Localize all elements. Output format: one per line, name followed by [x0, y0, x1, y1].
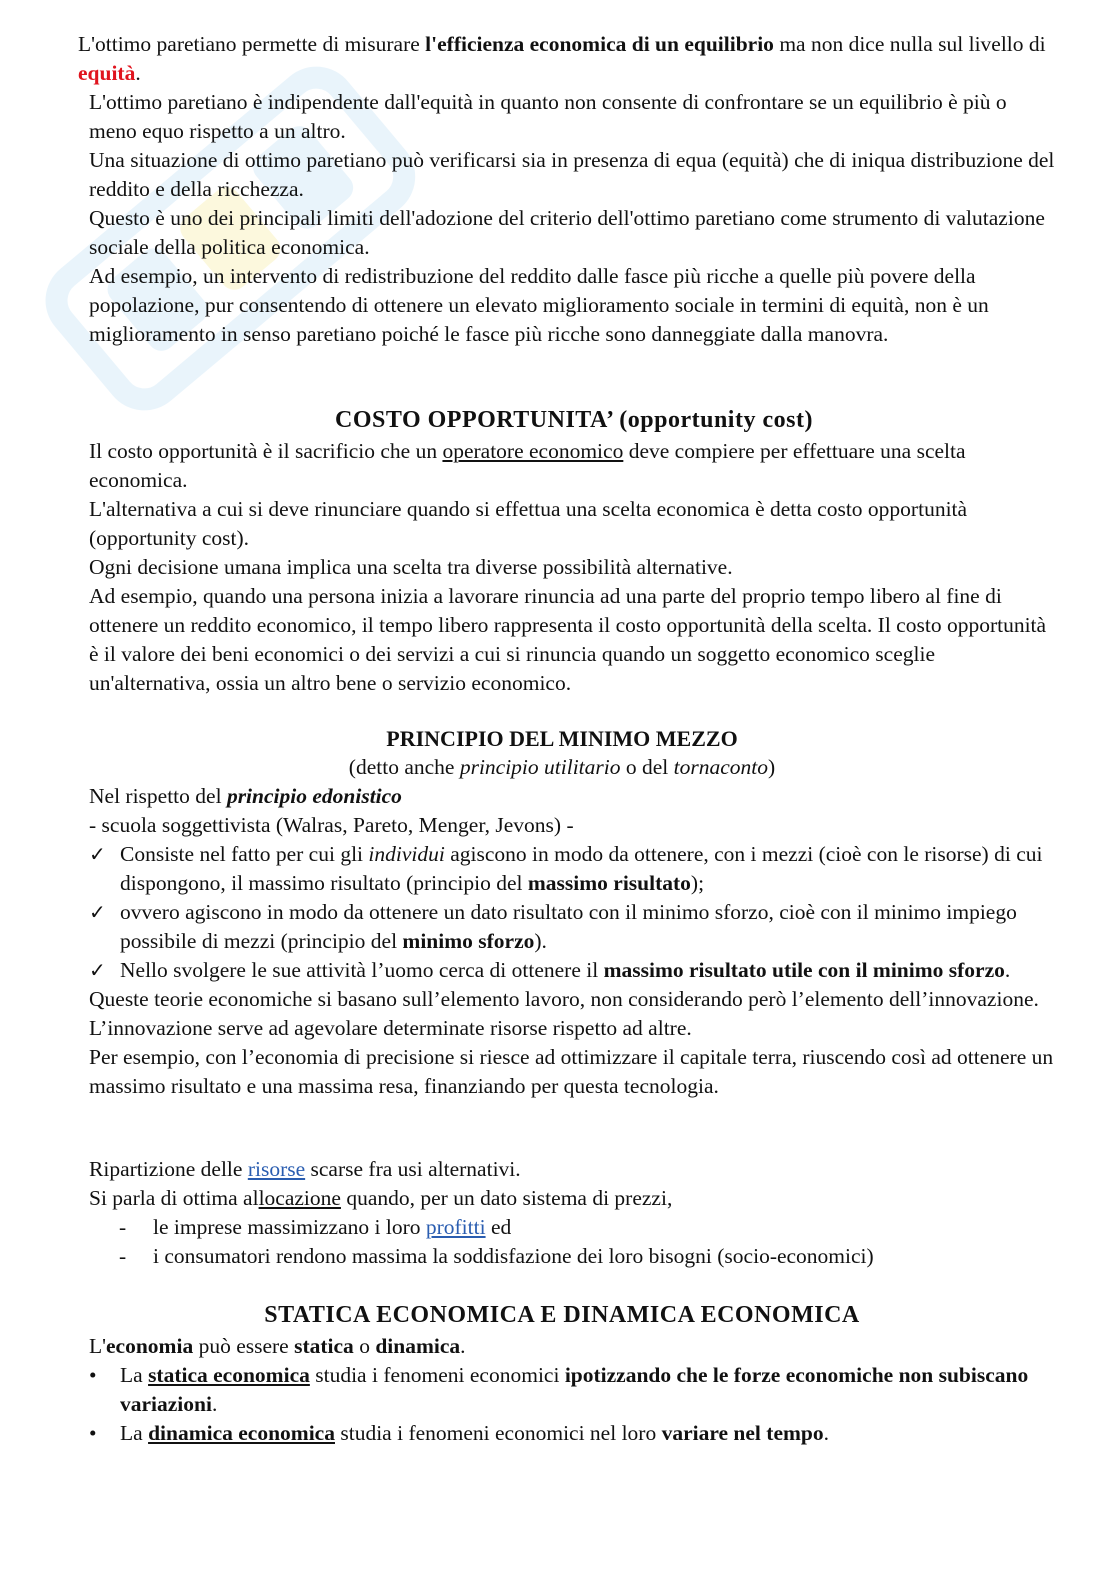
principio-check-list: [89, 840, 1059, 985]
intro-paragraph-1: L'ottimo paretiano permette di misurare l'efficienza economica di un equilibrio ma non dice nulla sul livello di equità.: [78, 32, 1046, 85]
intro-block: [89, 88, 1059, 349]
ripartizione-line-1: Ripartizione delle risorse scarse fra usi alternativi.: [89, 1157, 521, 1181]
statica-block: [89, 1332, 1059, 1448]
ripartizione-block: [89, 1155, 1059, 1271]
operatore-economico-term: operatore economico: [442, 439, 624, 463]
intro-paragraph-4: Questo è uno dei principali limiti dell'adozione del criterio dell'ottimo paretiano come strumento di valutazione sociale della politica economica.: [89, 206, 1045, 259]
principio-paragraph-1: Queste teorie economiche si basano sull’elemento lavoro, non considerando però l’elemento dell’innovazione. L’innovazione serve ad agevolare determinate risorse rispetto ad altre.: [89, 987, 1039, 1040]
principio-block: [89, 753, 1059, 1101]
check-item-2: ✓ ovvero agiscono in modo da ottenere un dato risultato con il minimo sforzo, cioè con il minimo impiego possibile di mezzi (principio del minimo sforzo).: [89, 900, 1017, 953]
costo-paragraph-3: Ogni decisione umana implica una scelta tra diverse possibilità alternative.: [89, 555, 733, 579]
costo-block: [89, 437, 1059, 698]
ripartizione-dash-list: [89, 1213, 1059, 1271]
check-icon: ✓: [89, 842, 106, 866]
heading-costo-opportunita: COSTO OPPORTUNITA’ (opportunity cost): [335, 407, 813, 433]
bullet-item-statica: • La statica economica studia i fenomeni economici ipotizzando che le forze economiche non subiscano variazioni.: [89, 1363, 1029, 1416]
costo-paragraph-1: Il costo opportunità è il sacrificio che un operatore economico deve compiere per effettuare una scelta economica.: [89, 439, 966, 492]
intro-paragraph-2: L'ottimo paretiano è indipendente dall'equità in quanto non consente di confrontare se un equilibrio è più o meno equo rispetto a un altro.: [89, 90, 1007, 143]
bullet-item-dinamica: • La dinamica economica studia i fenomeni economici nel loro variare nel tempo.: [89, 1419, 1059, 1448]
dash-item-2: - i consumatori rendono massima la soddisfazione dei loro bisogni (socio-economici): [89, 1242, 1059, 1271]
bullet-icon: •: [89, 1421, 97, 1445]
check-icon: ✓: [89, 958, 106, 982]
principio-scuola: - scuola soggettivista (Walras, Pareto, Menger, Jevons) -: [89, 813, 574, 837]
bullet-icon: •: [89, 1363, 97, 1387]
heading-principio-minimo-mezzo: PRINCIPIO DEL MINIMO MEZZO: [386, 726, 738, 751]
dash-marker: -: [119, 1244, 127, 1268]
risorse-link[interactable]: risorse: [247, 1157, 306, 1181]
principio-paragraph-2: Per esempio, con l’economia di precisione si riesce ad ottimizzare il capitale terra, riuscendo così ad ottenere un massimo risultato e una massima resa, finanziando per questa tecnologia.: [89, 1045, 1054, 1098]
ripartizione-line-2: Si parla di ottima allocazione quando, per un dato sistema di prezzi,: [89, 1186, 673, 1210]
check-icon: ✓: [89, 900, 106, 924]
principio-subtitle: (detto anche principio utilitario o del tornaconto): [348, 755, 776, 779]
intro-paragraph-5: Ad esempio, un intervento di redistribuzione del reddito dalle fasce più ricche a quelle più povere della popolazione, pur consentendo di ottenere un elevato miglioramento sociale in termini di equità, non è un miglioramento in senso paretiano poiché le fasce più ricche sono danneggiate dalla manovra.: [89, 264, 989, 346]
intro-paragraph-3: Una situazione di ottimo paretiano può verificarsi sia in presenza di equa (equità) che di iniqua distribuzione del reddito e della ricchezza.: [89, 148, 1055, 201]
equita-highlight: equità: [78, 61, 136, 85]
profitti-link[interactable]: profitti: [425, 1215, 486, 1239]
statica-bullet-list: [89, 1361, 1059, 1448]
check-item-1: ✓ Consiste nel fatto per cui gli individui agiscono in modo da ottenere, con i mezzi (cioè con le risorse) di cui dispongono, il massimo risultato (principio del massimo risultato);: [89, 842, 1043, 895]
principio-rispetto: Nel rispetto del principio edonistico: [89, 784, 402, 808]
dash-marker: -: [119, 1215, 127, 1239]
dash-item-1: - le imprese massimizzano i loro profitti ed: [89, 1213, 1059, 1242]
costo-paragraph-4: Ad esempio, quando una persona inizia a lavorare rinuncia ad una parte del proprio tempo libero al fine di ottenere un reddito economico, il tempo libero rappresenta il costo opportunità della scelta. Il costo opportunità è il valore dei beni economici o dei servizi a cui si rinuncia quando un soggetto economico sceglie un'alternativa, ossia un altro bene o servizio economico.: [89, 584, 1047, 695]
check-item-3: ✓ Nello svolgere le sue attività l’uomo cerca di ottenere il massimo risultato utile con il minimo sforzo.: [89, 956, 1059, 985]
heading-statica-dinamica: STATICA ECONOMICA E DINAMICA ECONOMICA: [264, 1302, 860, 1328]
statica-intro: L'economia può essere statica o dinamica.: [89, 1334, 466, 1358]
costo-paragraph-2: L'alternativa a cui si deve rinunciare quando si effettua una scelta economica è detta costo opportunità (opportunity cost).: [89, 497, 968, 550]
